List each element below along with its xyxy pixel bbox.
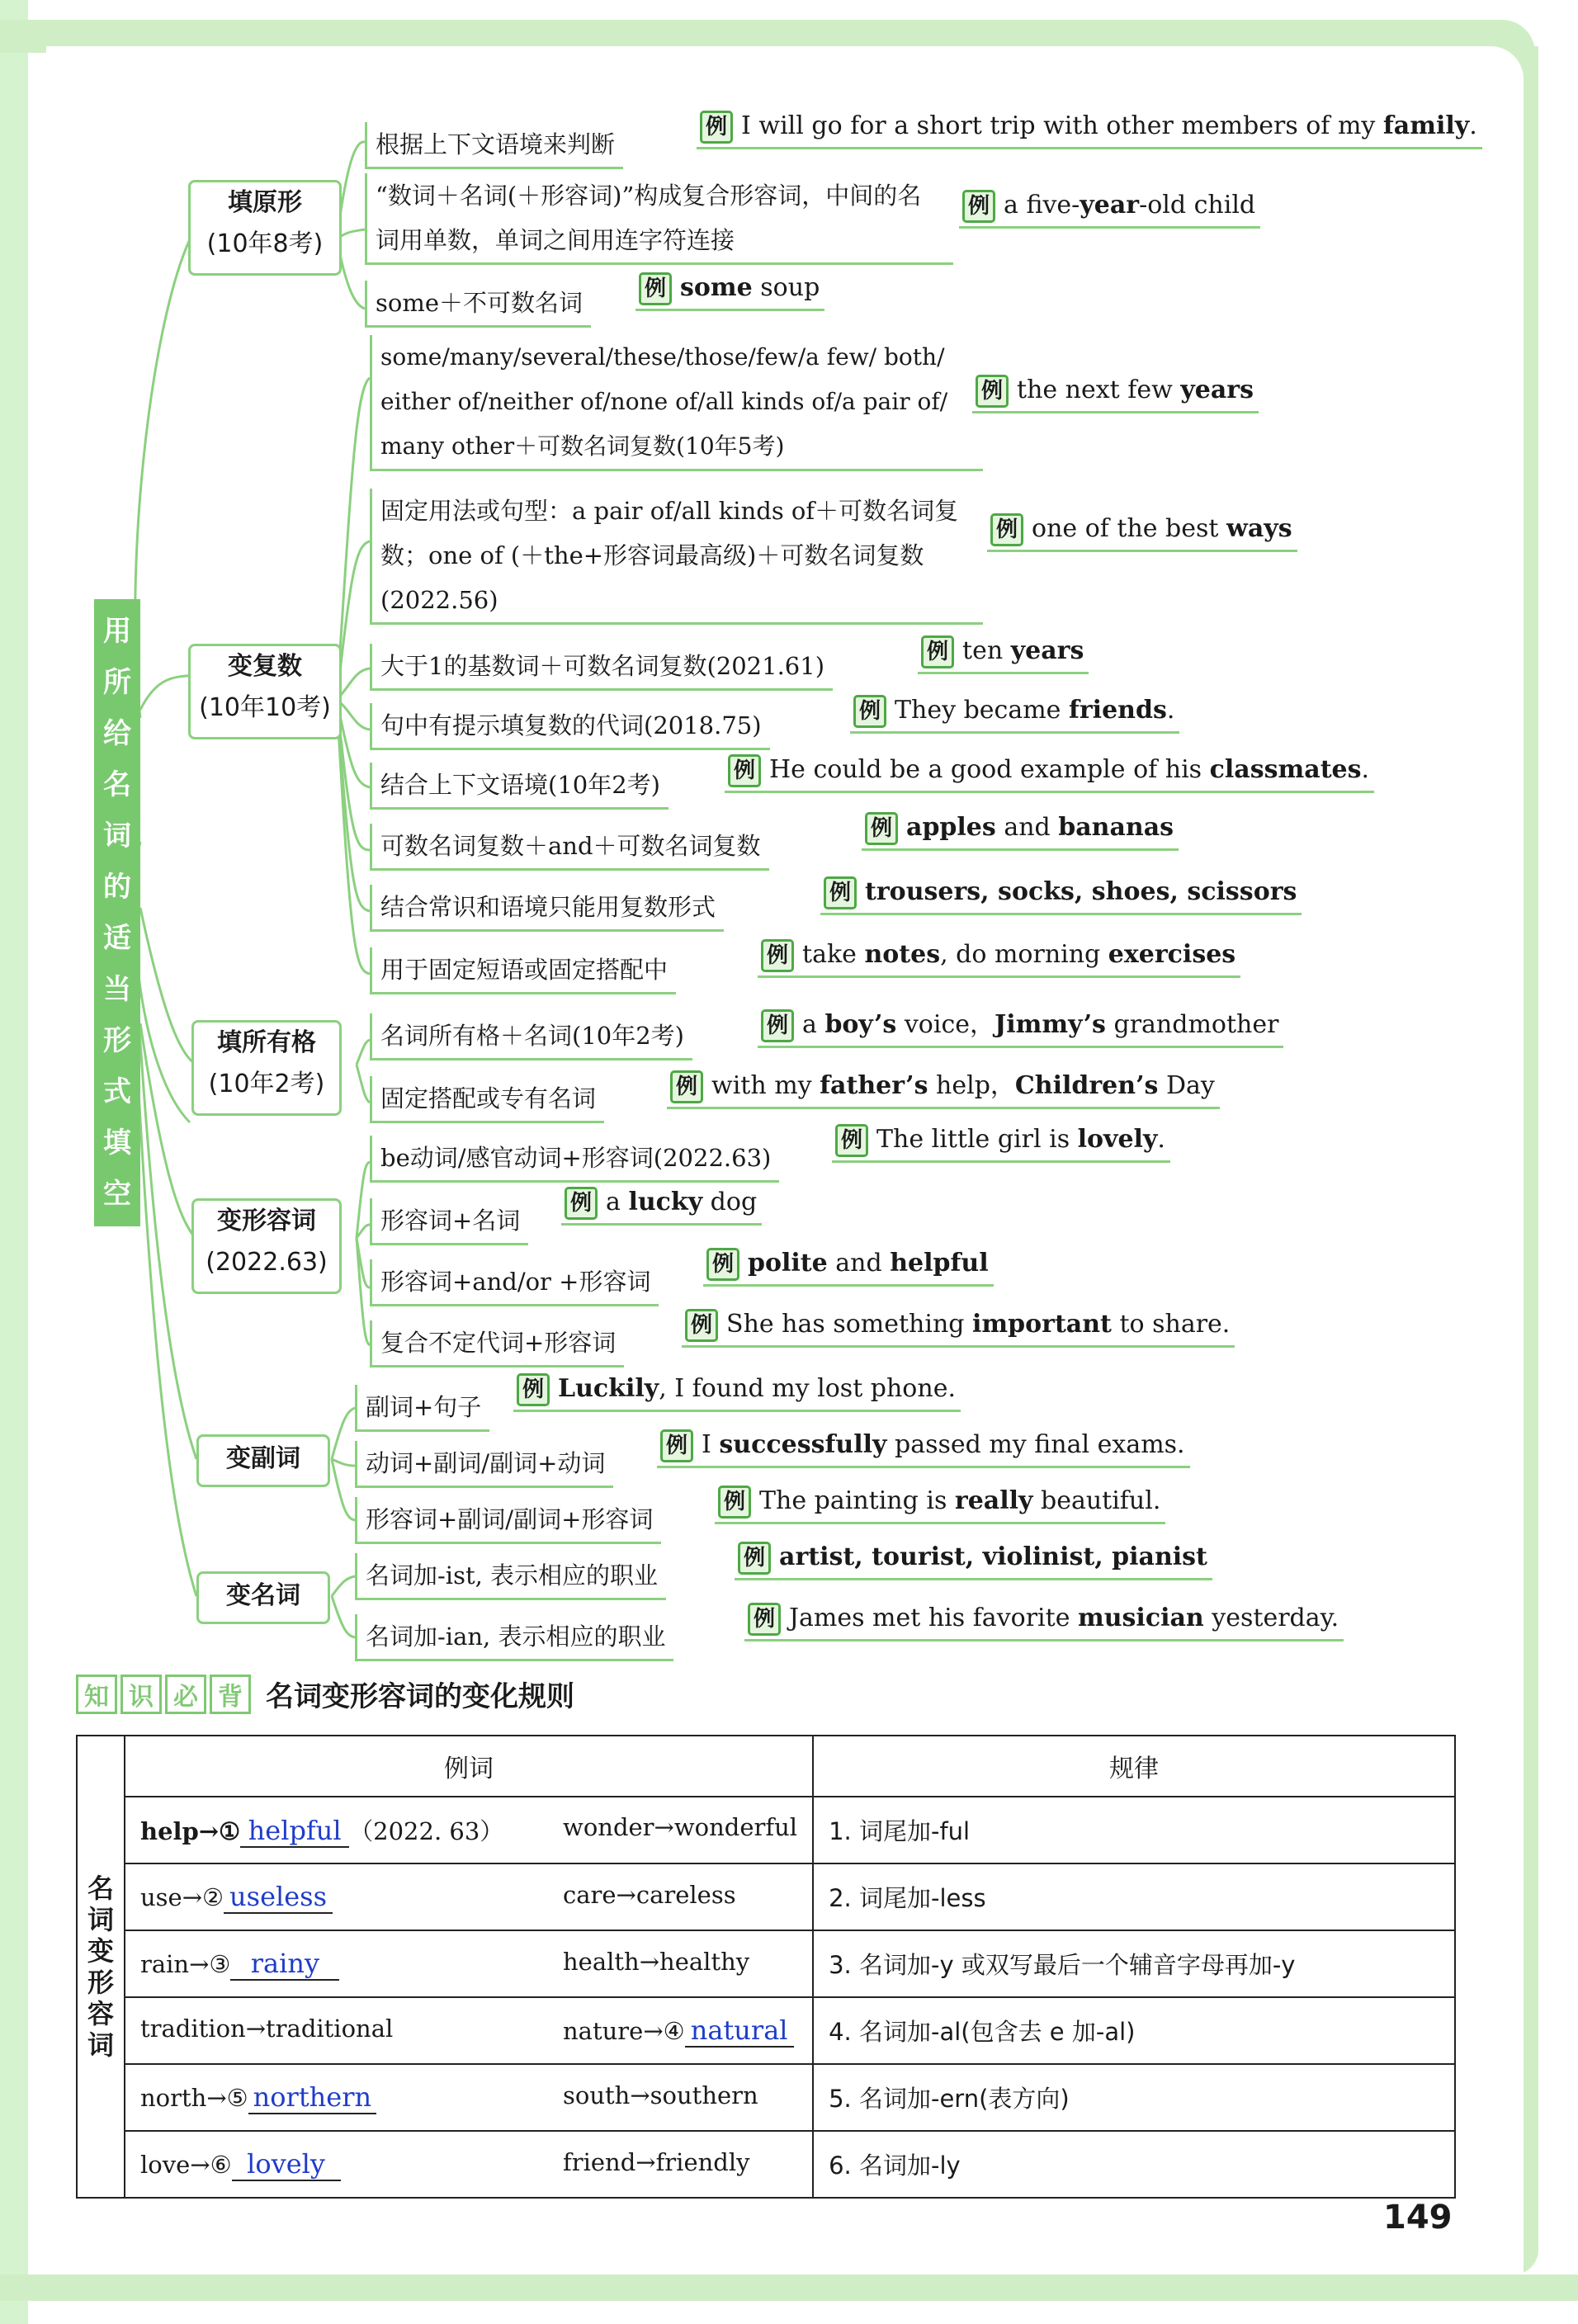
category-note: (10年8考) [206,229,324,258]
category-note: (10年2考) [208,1070,325,1098]
example-tag: 例 [835,1124,868,1157]
word-pair: nature→④ [563,2016,685,2045]
example-item [715,1486,1165,1524]
rule-cell: 3. 名词加-y 或双写最后一个辅音字母再加-y [813,1930,1455,1997]
side-char: 变 [87,1935,114,1967]
example-item [987,513,1297,552]
example-item [657,1429,1190,1468]
example-text: I [702,1430,720,1459]
rule-cell: 4. 名词加-al(包含去 e 加-al) [813,1997,1455,2064]
category-note: (2022.63) [206,1248,328,1277]
main-title-char: 词 [103,820,131,853]
answer-blank: lovely [232,2148,341,2181]
example-keyword: Luckily [558,1374,659,1403]
example-text: . [1166,696,1175,725]
word-pair: north→⑤ [140,2083,248,2112]
main-title-char: 填 [103,1127,131,1160]
example-keyword: exercises [1108,940,1236,969]
example-item [972,375,1259,413]
answer-blank: helpful [240,1815,349,1848]
rule-cell: 1. 词尾加-ful [813,1797,1455,1863]
rule-item: 结合常识和语境只能用复数形式 [370,885,724,932]
example-text: The painting is [759,1486,955,1515]
example-keyword: years [1180,376,1254,404]
main-title-char: 式 [103,1075,131,1108]
example-tag: 例 [685,1309,718,1342]
category-label: 变形容词 [217,1207,316,1235]
answer-blank: northern [248,2081,376,2114]
example-text: voice， [896,1010,995,1039]
rule-item: 名词加-ist, 表示相应的职业 [355,1553,666,1600]
rule-item: 固定搭配或专有名词 [370,1076,604,1123]
example-text: help， [928,1071,1015,1100]
example-keyword: father’s [820,1071,928,1100]
example-keyword: ways [1226,514,1292,543]
badge-char: 必 [165,1675,206,1714]
example-keyword: apples [906,813,996,842]
example-cell [125,2064,813,2131]
example-text: The little girl is [876,1125,1078,1154]
example-tag: 例 [565,1187,598,1220]
answer-blank: useless [224,1881,333,1914]
side-char: 词 [87,1904,114,1935]
example-keyword: years [1010,636,1084,665]
side-char: 容 [87,1998,114,2029]
example-text: He could be a good example of his [769,755,1210,784]
example-text: I will go for a short trip with other members of my [741,111,1383,140]
example-tag: 例 [670,1070,703,1103]
example-keyword: really [954,1486,1033,1515]
example-text: soup [752,273,820,302]
example-keyword: boy’s [824,1010,897,1039]
table-row [77,1797,1455,1863]
word-pair: health→healthy [563,1947,750,1976]
example-item [735,1542,1212,1580]
table-row [77,1997,1455,2064]
category-noun [196,1571,330,1624]
rule-item: 形容词+and/or +形容词 [370,1259,659,1306]
rule-item: 名词加-ian, 表示相应的职业 [355,1614,673,1661]
category-label: 填所有格 [217,1028,316,1057]
page-number: 149 [1383,2199,1453,2237]
example-text: passed my final exams. [886,1430,1185,1459]
category-label: 变名词 [226,1581,300,1610]
example-item [918,635,1089,674]
example-item [758,1004,1283,1048]
table-row [77,2064,1455,2131]
badge-char: 知 [76,1675,117,1714]
example-tag: 例 [738,1542,771,1575]
category-plural [188,644,342,739]
example-keyword: classmates [1209,755,1362,784]
example-tag: 例 [824,876,857,909]
example-keyword: year [1080,191,1140,220]
example-tag: 例 [517,1373,550,1406]
example-text: the next few [1017,376,1181,404]
example-item [561,1187,762,1226]
example-text: James met his favorite [789,1604,1078,1632]
example-cell [125,1863,813,1930]
example-tag: 例 [706,1248,739,1281]
example-item [513,1373,961,1412]
example-tag: 例 [718,1486,751,1519]
example-text: . [1469,111,1477,140]
example-keyword: notes [864,940,941,969]
category-label: 变复数 [228,652,302,681]
table-header-row [77,1736,1455,1797]
example-text: a [606,1188,629,1216]
example-keyword: lovely [1077,1125,1158,1154]
example-cell [125,1930,813,1997]
example-keyword: Children’s [1014,1071,1159,1100]
example-text: and [827,1249,891,1278]
example-keyword: successfully [719,1430,887,1459]
rule-item: 动词+副词/副词+动词 [355,1441,613,1488]
example-tag: 例 [976,375,1009,408]
example-tag: 例 [853,695,886,728]
example-keyword: musician [1077,1604,1204,1632]
example-keyword: important [972,1310,1112,1339]
example-text: beautiful. [1032,1486,1161,1515]
example-text: Day [1158,1071,1215,1100]
example-text: , do morning [940,940,1108,969]
main-title-char: 用 [103,615,131,648]
example-text: yesterday. [1203,1604,1339,1632]
main-title-char: 所 [103,666,131,699]
example-text: to share. [1111,1310,1231,1339]
rule-item: 复合不定代词+形容词 [370,1320,624,1367]
answer-blank: natural [685,2015,794,2048]
example-keyword: bananas [1058,813,1174,842]
rule-item: be动词/感官动词+形容词(2022.63) [370,1136,779,1183]
rule-cell: 5. 名词加-ern(表方向) [813,2064,1455,2131]
main-title-vertical [94,599,140,1226]
table-row [77,2131,1455,2198]
word-pair: care→careless [563,1880,736,1909]
answer-blank: rainy [230,1948,339,1981]
example-text: They became [895,696,1069,725]
rule-item: 固定用法或句型：a pair of/all kinds of＋可数名词复数；one of (＋the+形容词最高级)＋可数名词复数(2022.56) [370,489,983,625]
category-possessive [191,1020,342,1116]
column-header-examples: 例词 [125,1736,813,1797]
knowledge-heading [76,1674,574,1714]
example-text: a five- [1004,191,1080,220]
rule-item: 根据上下文语境来判断 [365,122,623,169]
category-adverb [196,1434,330,1487]
example-text: grandmother [1105,1010,1279,1039]
example-text: take [802,940,865,969]
example-cell [125,1997,813,2064]
table-row [77,1863,1455,1930]
example-tag: 例 [639,272,672,305]
category-label: 变副词 [226,1444,300,1473]
example-item [959,190,1260,229]
rule-item: 形容词+副词/副词+形容词 [355,1497,661,1544]
rule-item: 句中有提示填复数的代词(2018.75) [370,703,770,750]
example-item [744,1603,1344,1641]
main-title-char: 空 [103,1178,131,1211]
example-item [820,876,1302,915]
example-tag: 例 [660,1429,693,1462]
example-item [725,754,1374,793]
example-text: She has something [726,1310,973,1339]
badge-char: 背 [210,1675,251,1714]
rule-item: 结合上下文语境(10年2考) [370,763,669,810]
example-item [862,812,1179,851]
example-keyword: Jimmy’s [995,1010,1106,1039]
column-header-rule: 规律 [813,1736,1455,1797]
rule-item: 用于固定短语或固定搭配中 [370,947,676,994]
example-tag: 例 [921,635,954,668]
rule-item: 形容词+名词 [370,1198,528,1245]
main-title-char: 的 [103,871,131,904]
category-note: (10年10考) [199,693,331,722]
example-cell [125,2131,813,2198]
rule-item: 大于1的基数词＋可数名词复数(2021.61) [370,644,833,691]
example-item [697,111,1482,149]
main-title-char: 名 [103,768,131,801]
rule-item: some/many/several/these/those/few/a few/ both/ either of/neither of/none of/all kinds of/a pair of/ many other＋可数名词复数(10年5考) [370,335,983,471]
rule-cell: 2. 词尾加-less [813,1863,1455,1930]
example-text: and [995,813,1059,842]
table-side-label [77,1736,125,2198]
example-text: dog [702,1188,758,1216]
word-pair: tradition→traditional [140,2014,394,2043]
example-item [667,1065,1220,1109]
example-item [832,1124,1170,1163]
example-keyword: friends [1068,696,1167,725]
main-title-char: 当 [103,973,131,1006]
example-text: , I found my lost phone. [659,1374,956,1403]
noun-to-adjective-table [76,1735,1456,2199]
example-tag: 例 [962,190,995,223]
example-keyword: lucky [628,1188,703,1216]
example-keyword: trousers, socks, shoes, scissors [865,877,1297,906]
category-base-form [188,180,342,276]
main-title-char: 给 [103,717,131,750]
example-text: one of the best [1032,514,1227,543]
word-pair: use→② [140,1882,224,1911]
main-title-char: 适 [103,922,131,955]
example-tag: 例 [700,111,733,144]
main-title-char: 形 [103,1024,131,1057]
word-pair: wonder→wonderful [563,1812,798,1841]
example-text: ten [962,636,1011,665]
word-pair: friend→friendly [563,2147,750,2176]
example-keyword: some [680,273,753,302]
example-item [682,1309,1235,1348]
example-text: with my [711,1071,820,1100]
example-keyword: family [1382,111,1470,140]
word-pair: love→⑥ [140,2150,232,2179]
example-item [850,695,1179,734]
rule-item: 可数名词复数＋and＋可数名词复数 [370,824,769,871]
example-cell [125,1797,813,1863]
example-tag: 例 [728,754,761,787]
side-char: 名 [87,1873,114,1904]
category-adjective [191,1198,342,1294]
example-text: . [1157,1125,1165,1154]
rule-item: 名词所有格＋名词(10年2考) [370,1013,692,1060]
word-pair: help→① [140,1816,241,1845]
example-tag: 例 [990,513,1023,546]
example-tag: 例 [761,1009,794,1042]
rule-cell: 6. 名词加-ly [813,2131,1455,2198]
example-tag: 例 [748,1603,781,1636]
source-note: （2022. 63） [349,1816,504,1845]
side-char: 词 [87,2029,114,2061]
example-keyword: polite [748,1249,828,1278]
rule-item: “数词＋名词(＋形容词)”构成复合形容词，中间的名词用单数，单词之间用连字符连接 [365,173,953,265]
example-text: . [1361,755,1370,784]
example-tag: 例 [761,939,794,972]
example-keyword: helpful [890,1249,989,1278]
example-text: a [802,1010,825,1039]
word-pair: south→southern [563,2081,758,2109]
example-text: -old child [1139,191,1256,220]
example-item [758,939,1240,978]
example-tag: 例 [865,812,898,845]
rule-item: 副词+句子 [355,1385,489,1432]
example-item [703,1248,994,1287]
table-row [77,1930,1455,1997]
category-label: 填原形 [228,188,302,217]
example-item [635,272,824,311]
example-keyword: artist, tourist, violinist, pianist [779,1542,1207,1571]
side-char: 形 [87,1967,114,1998]
knowledge-title: 名词变形容词的变化规则 [266,1680,574,1713]
rule-item: some＋不可数名词 [365,281,591,328]
badge-char: 识 [120,1675,162,1714]
word-pair: rain→③ [140,1949,231,1978]
